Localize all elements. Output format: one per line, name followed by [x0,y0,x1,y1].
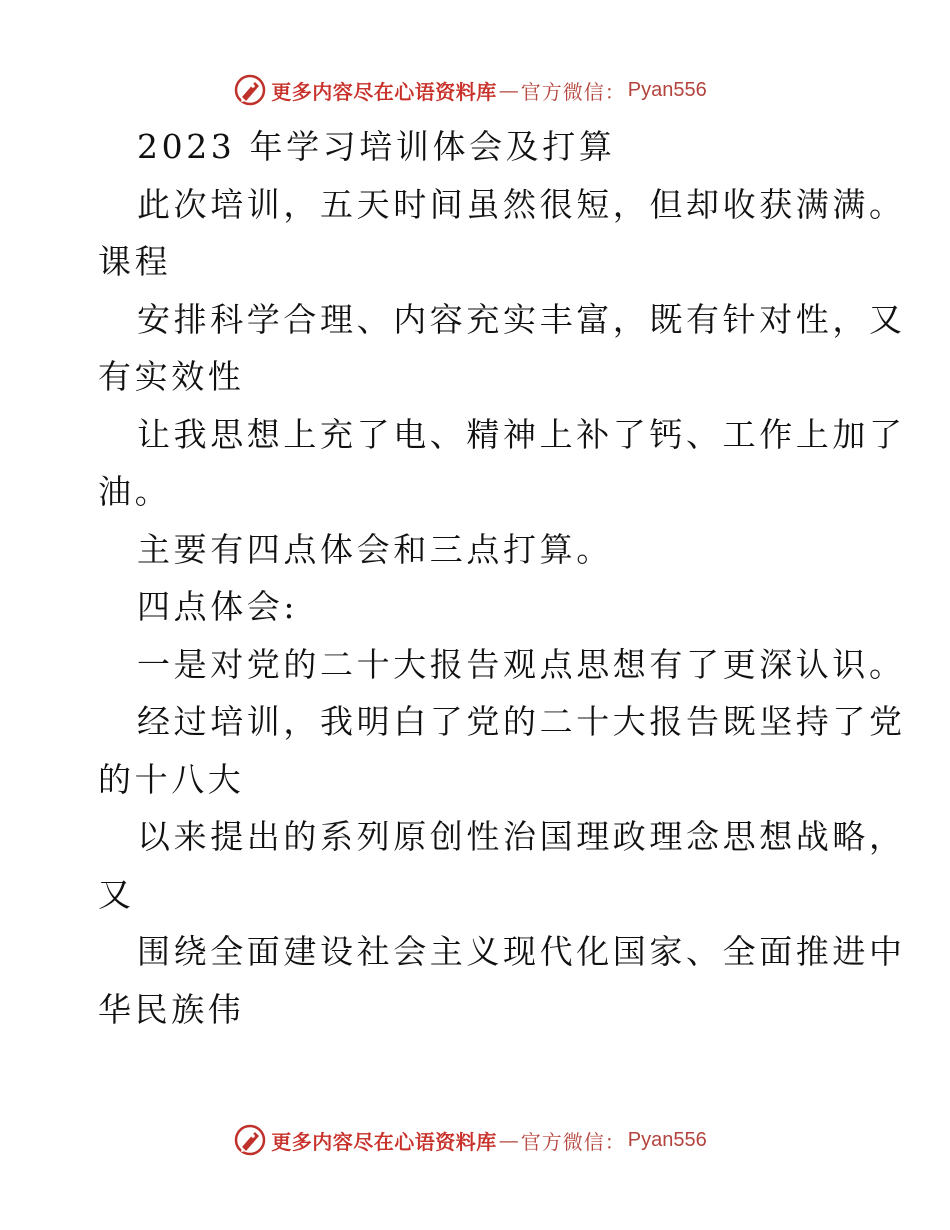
document-line: 有实效性 [98,357,245,396]
document-body [98,118,906,1038]
footer-banner-wechat-label: 官方微信： [520,1129,626,1154]
footer-banner-content [233,1123,706,1157]
footer-banner-wechat-id: Pyan556 [627,1128,707,1151]
document-line: 的十八大 [98,759,245,799]
document-line: 又 [98,874,135,914]
document-line: 安排科学合理、内容充实丰富，既有针对性，又 [137,299,906,339]
header-banner-content [233,73,706,107]
document-line: 让我思想上充了电、精神上补了钙、工作上加了 [137,414,906,454]
header-banner-wechat-id: Pyan556 [627,78,707,101]
footer-banner-title: 更多内容尽在心语资料库 [271,1129,497,1154]
document-line: 经过培训，我明白了党的二十大报告既坚持了党 [137,702,906,741]
pen-logo-icon [233,1123,267,1157]
footer-banner [0,1120,950,1160]
document-line: 此次培训，五天时间虽然很短，但却收获满满。 [137,184,906,224]
document-line: 课程 [98,242,172,281]
document-line: 一是对党的二十大报告观点思想有了更深认识。 [137,644,906,684]
header-banner-wechat-label: 官方微信： [520,79,626,104]
footer-banner-dash: — [498,1128,519,1152]
document-line: 围绕全面建设社会主义现代化国家、全面推进中 [137,932,906,971]
header-banner-title: 更多内容尽在心语资料库 [271,79,497,104]
pen-logo-icon [233,73,267,107]
document-line: 华民族伟 [98,989,245,1029]
document-line: 以来提出的系列原创性治国理政理念思想战略， [137,817,906,856]
header-banner-dash: — [498,78,519,102]
document-title: 2023 年学习培训体会及打算 [137,127,616,166]
document-line: 油。 [98,472,172,511]
header-banner [0,70,950,110]
document-line: 四点体会: [137,587,299,626]
document-line: 主要有四点体会和三点打算。 [137,529,613,569]
